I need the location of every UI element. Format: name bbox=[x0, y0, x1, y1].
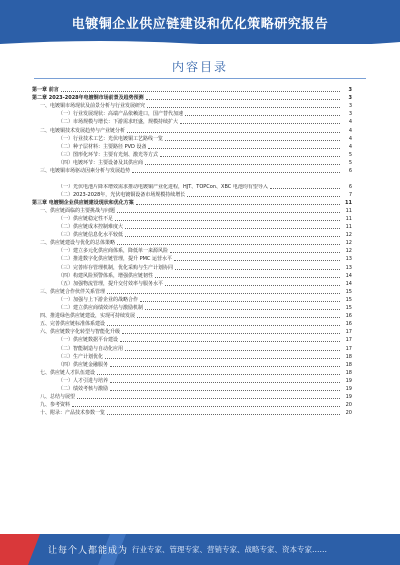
toc-entry[interactable] bbox=[32, 288, 352, 296]
toc-leader-dots bbox=[110, 366, 340, 367]
toc-page-number: 4 bbox=[348, 143, 352, 150]
toc-entry-title: （一）建立多元化供应商体系，降低单一来源风险 bbox=[58, 248, 169, 255]
toc-page-number: 6 bbox=[348, 183, 352, 190]
toc-entry[interactable] bbox=[32, 320, 352, 328]
toc-leader-dots bbox=[170, 252, 340, 253]
toc-leader-dots bbox=[165, 140, 340, 141]
toc-leader-dots bbox=[127, 132, 340, 133]
toc-page-number: 14 bbox=[345, 272, 352, 279]
toc-entry-title: 七、供应链人才队伍建设 bbox=[40, 369, 96, 376]
toc-entry-title: 三、供应链合作伙伴关系管理 bbox=[40, 288, 106, 295]
toc-entry-title: （一）供应链数据平台建设 bbox=[58, 337, 119, 344]
toc-leader-dots bbox=[175, 269, 340, 270]
toc-page-number: 19 bbox=[345, 394, 352, 401]
toc-page-number: 20 bbox=[345, 402, 352, 409]
toc-entry[interactable] bbox=[32, 312, 352, 320]
toc-page-number: 12 bbox=[345, 240, 352, 247]
toc-entry[interactable] bbox=[32, 207, 352, 215]
toc-entry[interactable] bbox=[32, 143, 352, 151]
toc-entry-title: （二）建立供应商绩效评估与激励机制 bbox=[58, 305, 144, 312]
toc-leader-dots bbox=[107, 293, 340, 294]
toc-entry[interactable] bbox=[32, 393, 352, 401]
footer-slogan: 让每个人都能成为 bbox=[48, 546, 129, 556]
toc-page-number: 13 bbox=[345, 264, 352, 271]
toc-page-number: 3 bbox=[348, 95, 352, 102]
toc-entry-title: （二）推进数字化供应链管理，提升 PMC 运营水平 bbox=[58, 256, 173, 263]
toc-entry-title: （二）2023-2028年，光伏电镀铜设备市场规模持续增长 bbox=[58, 191, 186, 198]
toc-entry[interactable] bbox=[32, 151, 352, 159]
toc-entry[interactable] bbox=[32, 296, 352, 304]
toc-leader-dots bbox=[137, 317, 340, 318]
toc-page-number: 14 bbox=[345, 280, 352, 287]
toc-page-number: 17 bbox=[345, 329, 352, 336]
toc-page-number: 18 bbox=[345, 353, 352, 360]
toc-leader-dots bbox=[270, 188, 340, 189]
toc-entry[interactable] bbox=[32, 231, 352, 239]
toc-leader-dots bbox=[180, 123, 340, 124]
toc-entry[interactable] bbox=[32, 135, 352, 143]
toc-entry[interactable] bbox=[32, 126, 352, 134]
toc-page-number: 16 bbox=[345, 321, 352, 328]
toc-page-number: 4 bbox=[348, 135, 352, 142]
toc-page-number: 3 bbox=[348, 87, 352, 94]
toc-entry[interactable] bbox=[32, 191, 352, 199]
toc-leader-dots bbox=[160, 156, 340, 157]
toc-page-number: 5 bbox=[348, 159, 352, 166]
toc-leader-dots bbox=[145, 309, 340, 310]
toc-leader-dots bbox=[140, 301, 340, 302]
toc-page-number: 16 bbox=[345, 313, 352, 320]
toc-leader-dots bbox=[107, 325, 340, 326]
toc-page-number: 3 bbox=[348, 103, 352, 110]
toc-entry-title: 第一章 前言 bbox=[32, 87, 59, 94]
toc-entry[interactable] bbox=[32, 167, 352, 175]
toc-entry-title: （一）加强与上下游企业的战略合作 bbox=[58, 296, 139, 303]
toc-leader-dots bbox=[145, 164, 340, 165]
toc-entry-title: （四）电镀环节：主要设备及其供应商 bbox=[58, 159, 144, 166]
toc-entry[interactable] bbox=[32, 328, 352, 336]
toc-entry-title: 六、供应链数字化转型与智能化升级 bbox=[40, 329, 121, 336]
toc-leader-dots bbox=[187, 196, 340, 197]
toc-entry[interactable] bbox=[32, 118, 352, 126]
toc-entry[interactable] bbox=[32, 280, 352, 288]
toc-entry[interactable] bbox=[32, 361, 352, 369]
toc-entry[interactable] bbox=[32, 255, 352, 263]
toc-entry-title: 五、完善供应链标准体系建设 bbox=[40, 321, 106, 328]
toc-leader-dots bbox=[105, 358, 340, 359]
toc-page-number: 17 bbox=[345, 337, 352, 344]
toc-entry[interactable] bbox=[32, 409, 352, 417]
toc-page-number: 20 bbox=[345, 410, 352, 417]
toc-page-number: 6 bbox=[348, 168, 352, 175]
footer-tagline: 行业专家、管理专家、营销专家、战略专家、资本专家…… bbox=[132, 545, 327, 554]
toc-page-number: 5 bbox=[348, 151, 352, 158]
toc-entry[interactable] bbox=[32, 304, 352, 312]
toc-page-number: 11 bbox=[345, 199, 352, 206]
toc-entry-title: 一、电镀铜市场现状及前景分析与行业发展研究 bbox=[40, 103, 146, 110]
toc-page-number: 11 bbox=[345, 224, 352, 231]
toc-entry[interactable] bbox=[32, 385, 352, 393]
toc-leader-dots bbox=[136, 204, 340, 205]
toc-page-number: 15 bbox=[345, 305, 352, 312]
toc-leader-dots bbox=[107, 414, 340, 415]
toc-page-number: 11 bbox=[345, 207, 352, 214]
toc-entry-title: 九、参考资料 bbox=[40, 402, 71, 409]
toc-leader-dots bbox=[148, 148, 340, 149]
toc-divider bbox=[34, 78, 366, 79]
toc-page-number: 18 bbox=[345, 361, 352, 368]
toc-entry-title: 一、供应链面临的主要挑战与问题 bbox=[40, 207, 116, 214]
toc-page-number: 4 bbox=[348, 119, 352, 126]
toc-page-number: 15 bbox=[345, 288, 352, 295]
toc-entry-title: （二）种子层材料：主要路径 PVD 设备 bbox=[58, 143, 147, 150]
toc-entry[interactable] bbox=[32, 344, 352, 352]
toc-leader-dots bbox=[125, 350, 340, 351]
toc-page-number: 13 bbox=[345, 256, 352, 263]
toc-entry-title: （四）构建风险预警体系，增强供应链韧性 bbox=[58, 272, 154, 279]
toc-entry-title: （二）供应链成本控制难度大 bbox=[58, 224, 124, 231]
toc-entry[interactable] bbox=[32, 86, 352, 94]
toc-entry[interactable] bbox=[32, 102, 352, 110]
toc-entry-title: 四、推进绿色供应链建设，实现可持续发展 bbox=[40, 313, 136, 320]
toc-leader-dots bbox=[117, 244, 340, 245]
toc-entry-title: （二）绩效考核与激励 bbox=[58, 385, 109, 392]
toc-leader-dots bbox=[185, 115, 340, 116]
toc-heading: 内容目录 bbox=[171, 60, 228, 74]
toc-page-number: 11 bbox=[345, 216, 352, 222]
toc-entry-title: 三、电镀铜市场驱动因素分析与发展趋势 bbox=[40, 168, 131, 175]
toc-entry-title: （一）人才引进与培养 bbox=[58, 377, 109, 384]
toc-entry-title: （二）智能制造与自动化应用 bbox=[58, 345, 124, 352]
toc-entry[interactable] bbox=[32, 247, 352, 255]
toc-page-number: 15 bbox=[345, 296, 352, 303]
toc-entry-title: （三）生产计划优化 bbox=[58, 353, 104, 360]
toc-entry[interactable] bbox=[32, 353, 352, 361]
toc-entry[interactable] bbox=[32, 272, 352, 280]
toc-leader-dots bbox=[155, 277, 340, 278]
toc-entry-title: 二、电镀铜技术发展趋势与产业链分析 bbox=[40, 127, 126, 134]
toc-entry-title: （三）图形化环节：主要有光刻、激光等方式 bbox=[58, 151, 159, 158]
toc-page-number: 19 bbox=[345, 377, 352, 384]
toc-entry[interactable] bbox=[32, 94, 352, 102]
toc-entry-title: （一）行业发展现状：高端产品依赖进口，国产替代加速 bbox=[58, 111, 184, 118]
toc-leader-dots bbox=[125, 228, 340, 229]
toc-leader-dots bbox=[165, 285, 340, 286]
toc-entry-title: （二）市场规模与增长：下游需求旺盛，规模持续扩大 bbox=[58, 119, 179, 126]
toc-leader-dots bbox=[174, 260, 340, 261]
toc-entry[interactable] bbox=[32, 377, 352, 385]
toc-page-number: 3 bbox=[348, 111, 352, 118]
toc-entry[interactable] bbox=[32, 401, 352, 409]
toc-page-number: 12 bbox=[345, 248, 352, 255]
toc-entry-title: （三）供应链信息化水平较低 bbox=[58, 232, 124, 239]
toc-entry-title: 二、供应链建设与优化的总体策略 bbox=[40, 240, 116, 247]
toc-leader-dots bbox=[122, 333, 340, 334]
toc-entry-title: （五）加强物流管理，提升交付效率与服务水平 bbox=[58, 280, 164, 287]
toc-entry-title: （一）行业技术工艺：光伏电镀铜工艺路线一览 bbox=[58, 135, 164, 142]
toc-entry[interactable] bbox=[32, 199, 352, 207]
toc-entry[interactable] bbox=[32, 159, 352, 167]
toc-page-number: 7 bbox=[348, 191, 352, 198]
toc-leader-dots bbox=[110, 382, 340, 383]
header-banner bbox=[0, 0, 400, 44]
toc-entry-title: （四）供应链金融服务 bbox=[58, 361, 109, 368]
banner-swoosh-decoration bbox=[0, 38, 400, 50]
toc-entry[interactable] bbox=[32, 369, 352, 377]
toc-entry[interactable] bbox=[32, 175, 352, 191]
table-of-contents bbox=[32, 86, 352, 417]
toc-entry-title: （一）供应链稳定性不足 bbox=[58, 216, 114, 222]
toc-page-number: 18 bbox=[345, 369, 352, 376]
toc-leader-dots bbox=[77, 398, 340, 399]
toc-leader-dots bbox=[132, 172, 340, 173]
toc-entry-title: 八、总结与展望 bbox=[40, 394, 76, 401]
toc-leader-dots bbox=[61, 91, 340, 92]
toc-leader-dots bbox=[115, 220, 340, 221]
footer-banner bbox=[0, 534, 400, 565]
toc-entry[interactable] bbox=[32, 263, 352, 271]
toc-page-number: 19 bbox=[345, 385, 352, 392]
toc-entry-title: 第二章 2023-2028年电镀铜市场前景及趋势预测 bbox=[32, 95, 144, 102]
toc-leader-dots bbox=[147, 107, 340, 108]
report-title: 电镀铜企业供应链建设和优化策略研究报告 bbox=[71, 16, 329, 32]
toc-leader-dots bbox=[125, 236, 340, 237]
toc-entry-title: （三）完善库存管理机制，优化采购与生产计划协同 bbox=[58, 264, 174, 271]
toc-page-number: 17 bbox=[345, 345, 352, 352]
toc-entry[interactable] bbox=[32, 110, 352, 118]
toc-page-number: 12 bbox=[345, 232, 352, 239]
toc-entry-title: 第三章 电镀铜企业供应链建设现状和优化方案 bbox=[32, 199, 134, 206]
toc-page-number: 4 bbox=[348, 127, 352, 134]
toc-leader-dots bbox=[120, 341, 340, 342]
toc-leader-dots bbox=[97, 374, 340, 375]
toc-leader-dots bbox=[72, 406, 340, 407]
toc-entry-title: （一）光伏电池片降本增效需求推动电镀铜产业化进程，HJT、TOPCon、XBC 电池均有望导入 bbox=[58, 183, 268, 190]
toc-entry[interactable] bbox=[32, 223, 352, 231]
toc-leader-dots bbox=[117, 212, 340, 213]
toc-entry[interactable] bbox=[32, 215, 352, 223]
toc-entry[interactable] bbox=[32, 336, 352, 344]
toc-leader-dots bbox=[146, 99, 340, 100]
toc-entry[interactable] bbox=[32, 239, 352, 247]
toc-entry-title: 十、附录：产品技术参数一览 bbox=[40, 410, 106, 417]
toc-leader-dots bbox=[110, 390, 340, 391]
